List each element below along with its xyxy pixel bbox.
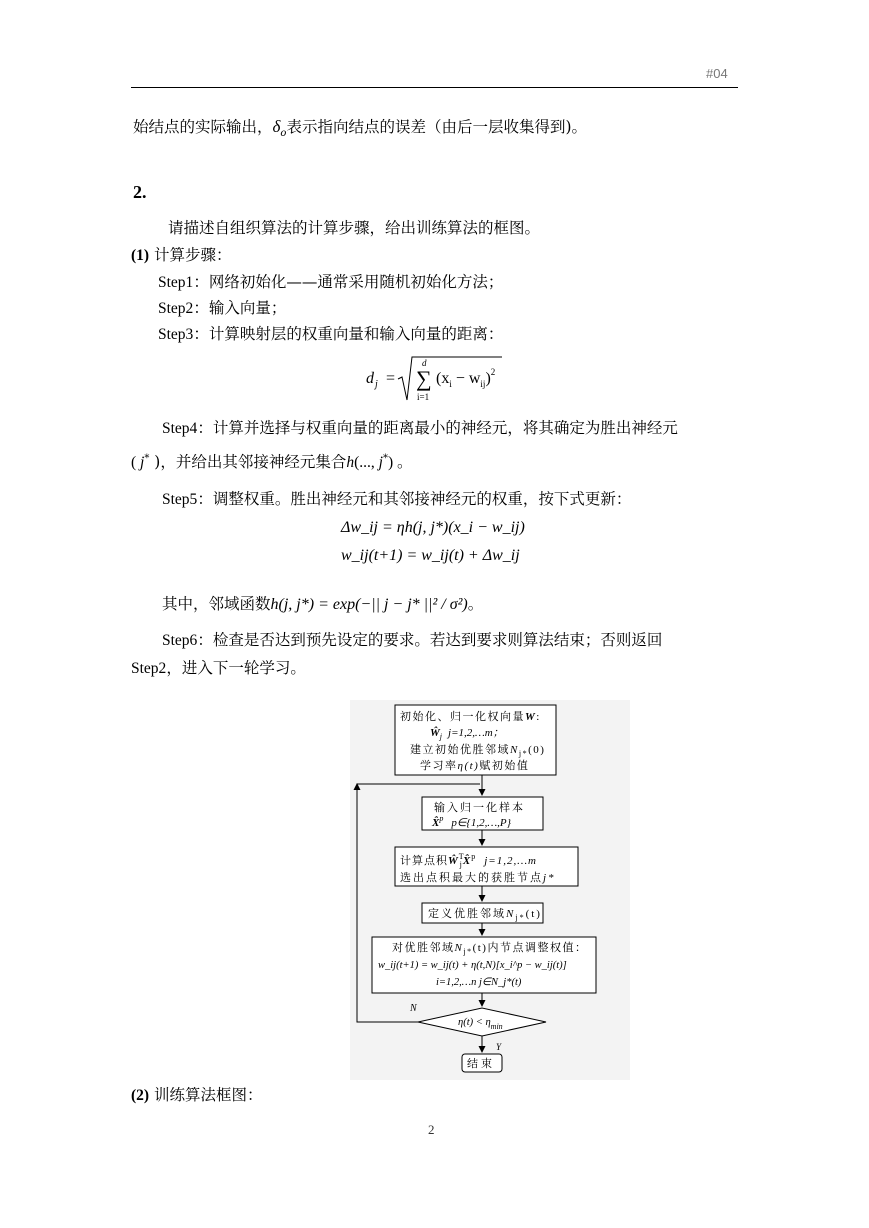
sum-lower: i=1 (417, 392, 430, 402)
delta-subscript: o (280, 128, 287, 140)
label-no: N (410, 1003, 417, 1014)
init-line1: 初始化、归一化权向量W: (400, 711, 541, 723)
part1-label: (1) (131, 247, 150, 264)
part2-title: 训练算法框图： (154, 1086, 263, 1104)
training-flowchart (350, 700, 630, 1080)
init-line3: 建立初始优胜邻域$N_{j*}(0)$ (410, 744, 546, 758)
step2-label: Step2 (158, 300, 194, 317)
adjust-weights-line2: w_ij(t+1) = w_ij(t) + η(t,N)[x_i^p − w_ij(t)] (378, 960, 567, 971)
section-number: 2. (133, 182, 147, 202)
input-sample-line2: X̂$^p$ p∈{1,2,…,P} (432, 814, 511, 829)
dot-product-line1: 计算点积$Ŵ^T$ jX̂$^p$ j=1,2,…m (400, 852, 537, 869)
header-tag: #04 (706, 66, 728, 81)
sum-upper: d (422, 358, 427, 368)
question-text: 请描述自组织算法的计算步骤，给出训练算法的框图。 (168, 219, 541, 237)
update-equation-1: Δw_ij = ηh(j, j*)(x_i − w_ij) (341, 519, 525, 536)
step4-line2: ( j* )，并给出其邻接神经元集合h(..., j*) 。 (131, 452, 413, 471)
adjust-weights-line3: i=1,2,…n j∈N_j*(t) (436, 977, 522, 988)
part1-heading (131, 245, 232, 266)
step4-label: Step4 (162, 420, 198, 437)
step4-text: ：计算并选择与权重向量的距离最小的神经元，将其确定为胜出神经元 (197, 419, 678, 437)
adjust-weights-line1: 对优胜邻域$N_{j*}(t)$内节点调整权值： (392, 942, 588, 956)
end-text: 结束 (467, 1058, 495, 1070)
neighborhood-suffix: 。 (467, 595, 484, 613)
distance-body: $(x_i - w_{ij})^2$ (436, 367, 496, 389)
neighborhood-prefix: 其中，邻域函数 (162, 595, 271, 613)
dot-product-line2: 选出点积最大的获胜节点j* (400, 872, 556, 884)
label-yes: Y (496, 1042, 502, 1052)
distance-lhs-sub: j (375, 379, 378, 390)
step6-line2: Step2，进入下一轮学习。 (131, 659, 306, 677)
part2-heading (131, 1085, 263, 1106)
part1-title: 计算步骤： (154, 246, 232, 264)
define-neighborhood-text: 定义优胜邻域$N_{j*}(t)$ (428, 908, 542, 922)
init-line2: $Ŵ_j$ j=1,2,…m； (430, 727, 504, 741)
step6-label: Step6 (162, 632, 198, 649)
equals-sign: = (386, 370, 396, 387)
step6-text: ：检查是否达到预先设定的要求。若达到要求则算法结束；否则返回 (197, 631, 663, 649)
decision-text: $\eta(t) < \eta_{min}$ (458, 1017, 503, 1031)
intro-line (133, 117, 588, 140)
intro-suffix: 表示指向结点的误差（由后一层收集得到)。 (286, 118, 588, 136)
step5-line (162, 489, 631, 510)
neighborhood-formula: h(j, j*) = exp(−|| j − j* ||² / σ²) (270, 596, 468, 613)
update-equation-2: w_ij(t+1) = w_ij(t) + Δw_ij (341, 547, 520, 564)
delta-symbol: δ (272, 117, 281, 136)
step3-text: ：计算映射层的权重向量和输入向量的距离： (193, 325, 504, 343)
page-number: 2 (428, 1122, 435, 1137)
header-rule (131, 87, 738, 88)
step5-text: ：调整权重。胜出神经元和其邻接神经元的权重，按下式更新： (197, 490, 632, 508)
step1-label: Step1 (158, 274, 194, 291)
step4-line (162, 418, 678, 439)
intro-prefix: 始结点的实际输出， (133, 118, 273, 136)
step1-text: ：网络初始化——通常采用随机初始化方法； (193, 273, 504, 291)
distance-lhs: d (366, 370, 374, 387)
sum-sigma: ∑ (416, 366, 432, 391)
step2-text: ：输入向量； (193, 299, 287, 317)
part2-label: (2) (131, 1087, 150, 1104)
step3-label: Step3 (158, 326, 194, 343)
input-sample-line1: 输入归一化样本 (434, 802, 525, 814)
init-line4: 学习率η(t)赋初始值 (420, 760, 530, 772)
step3-line (158, 324, 503, 345)
step2-line (158, 298, 286, 319)
step6-line (162, 630, 662, 651)
step5-label: Step5 (162, 491, 198, 508)
step1-line (158, 272, 503, 293)
neighborhood-line (162, 594, 483, 615)
distance-equation (360, 352, 520, 408)
